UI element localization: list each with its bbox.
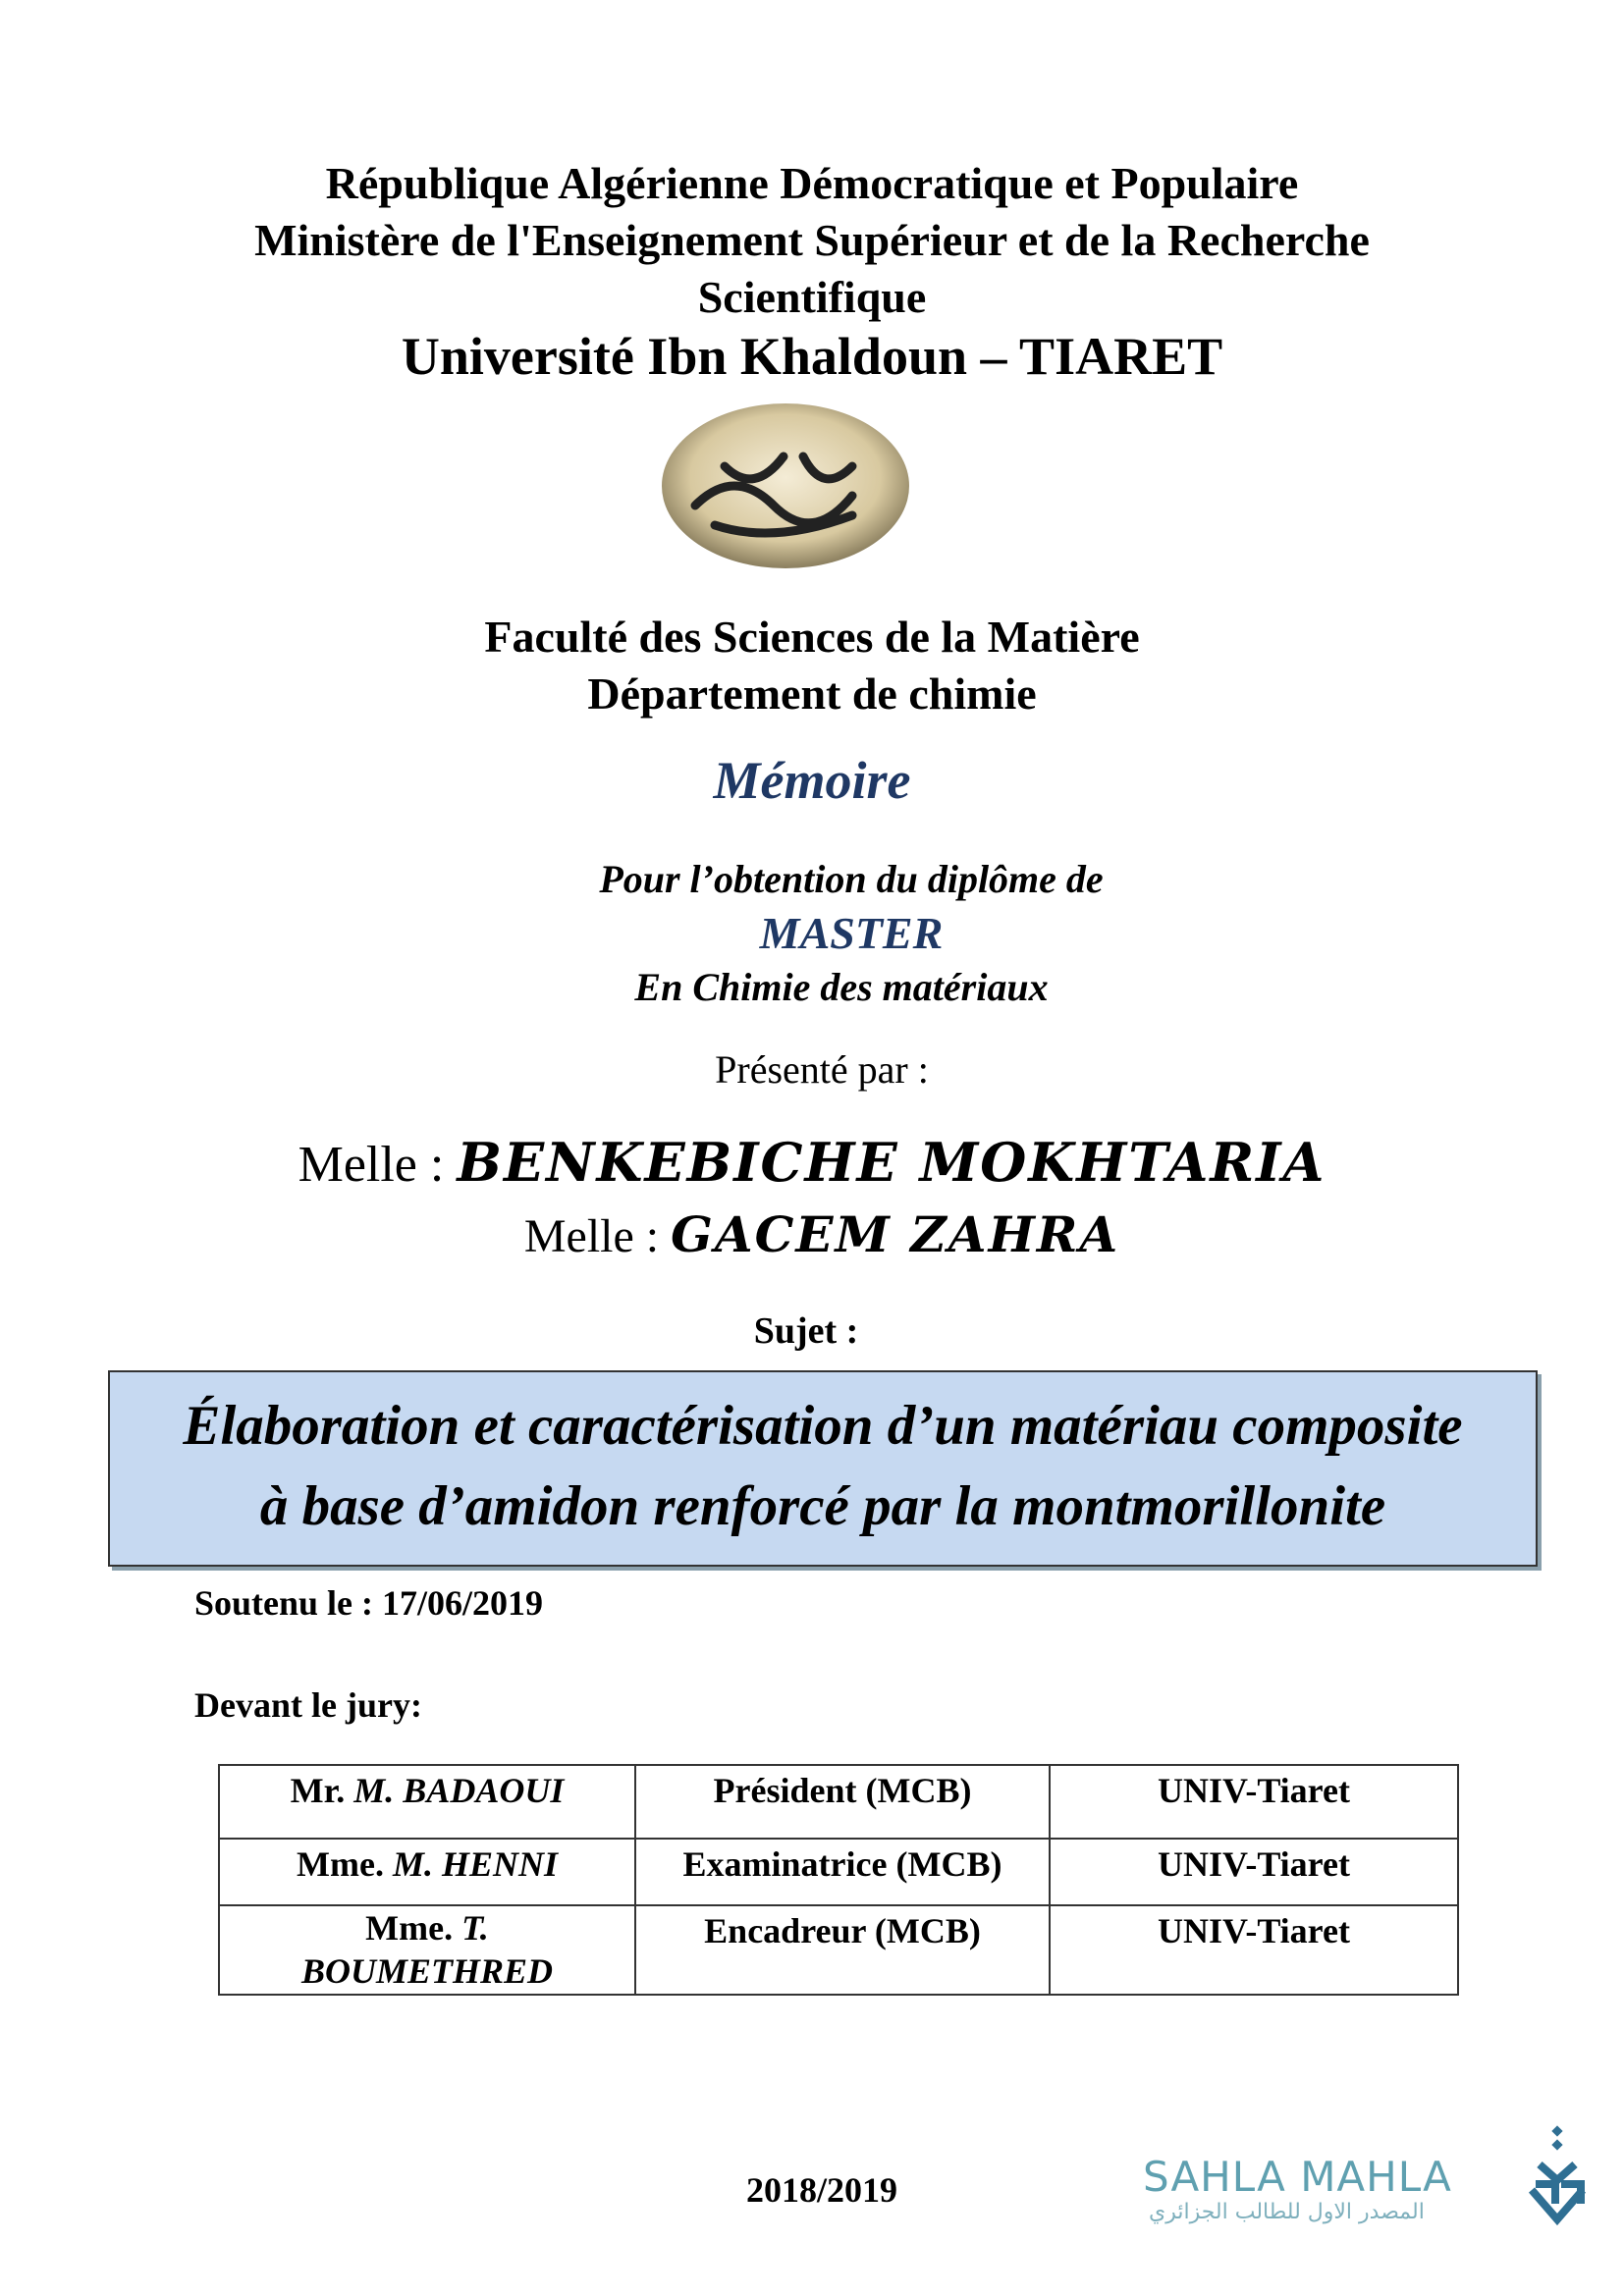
document-type: Mémoire	[713, 751, 911, 810]
table-row	[219, 1839, 1458, 1905]
subject-line-1: Élaboration et caractérisation d’un matériau composite	[183, 1395, 1463, 1457]
department-name: Département de chimie	[587, 668, 1037, 719]
watermark-tagline: المصدر الاول للطالب الجزائري	[1149, 2200, 1425, 2224]
jury-affiliation: UNIV-Tiaret	[1050, 1765, 1458, 1839]
member-name: T. BOUMETHRED	[300, 1908, 554, 1991]
faculty-name: Faculté des Sciences de la Matière	[484, 612, 1140, 662]
republic-heading: République Algérienne Démocratique et Populaire	[325, 158, 1299, 208]
subject-box	[108, 1370, 1538, 1567]
diploma-degree: MASTER	[759, 908, 944, 958]
jury-label: Devant le jury:	[194, 1685, 422, 1725]
author-name: GACEM ZAHRA	[671, 1205, 1120, 1263]
author-name: BENKEBICHE MOKHTARIA	[457, 1131, 1326, 1194]
author-2	[10, 1205, 1624, 1263]
watermark-name: SAHLA MAHLA	[1143, 2153, 1452, 2201]
calligraphy-emblem-icon	[1526, 2125, 1591, 2233]
diploma-intro: Pour l’obtention du diplôme de	[599, 857, 1104, 901]
ministry-heading-cont: Scientifique	[697, 272, 927, 322]
sahla-mahla-watermark	[1139, 2125, 1591, 2233]
table-row	[219, 1765, 1458, 1839]
university-logo	[656, 398, 915, 574]
diploma-field: En Chimie des matériaux	[634, 965, 1049, 1009]
table-row	[219, 1905, 1458, 1995]
ministry-heading: Ministère de l'Enseignement Supérieur et de la Recherche	[254, 215, 1370, 265]
jury-member	[219, 1839, 635, 1905]
subject-line-2: à base d’amidon renforcé par la montmorillonite	[259, 1475, 1386, 1537]
member-title: Mme.	[297, 1844, 384, 1884]
jury-affiliation: UNIV-Tiaret	[1050, 1905, 1458, 1995]
member-name: M. BADAOUI	[353, 1771, 565, 1810]
author-1	[0, 1131, 1624, 1194]
presented-by-label: Présenté par :	[715, 1047, 929, 1092]
jury-role: Encadreur (MCB)	[635, 1905, 1050, 1995]
author-prefix: Melle :	[523, 1210, 660, 1262]
member-title: Mr.	[290, 1771, 346, 1810]
university-name: Université Ibn Khaldoun – TIARET	[401, 327, 1223, 386]
jury-table	[218, 1764, 1459, 1996]
member-name: M. HENNI	[392, 1844, 558, 1884]
jury-member	[219, 1765, 635, 1839]
member-title: Mme.	[365, 1908, 454, 1948]
defense-date: Soutenu le : 17/06/2019	[194, 1583, 544, 1623]
academic-year: 2018/2019	[745, 2170, 897, 2210]
jury-role: Examinatrice (MCB)	[635, 1839, 1050, 1905]
subject-label: Sujet :	[753, 1310, 859, 1352]
jury-role: Président (MCB)	[635, 1765, 1050, 1839]
jury-affiliation: UNIV-Tiaret	[1050, 1839, 1458, 1905]
jury-member	[219, 1905, 635, 1995]
author-prefix: Melle :	[298, 1137, 445, 1193]
